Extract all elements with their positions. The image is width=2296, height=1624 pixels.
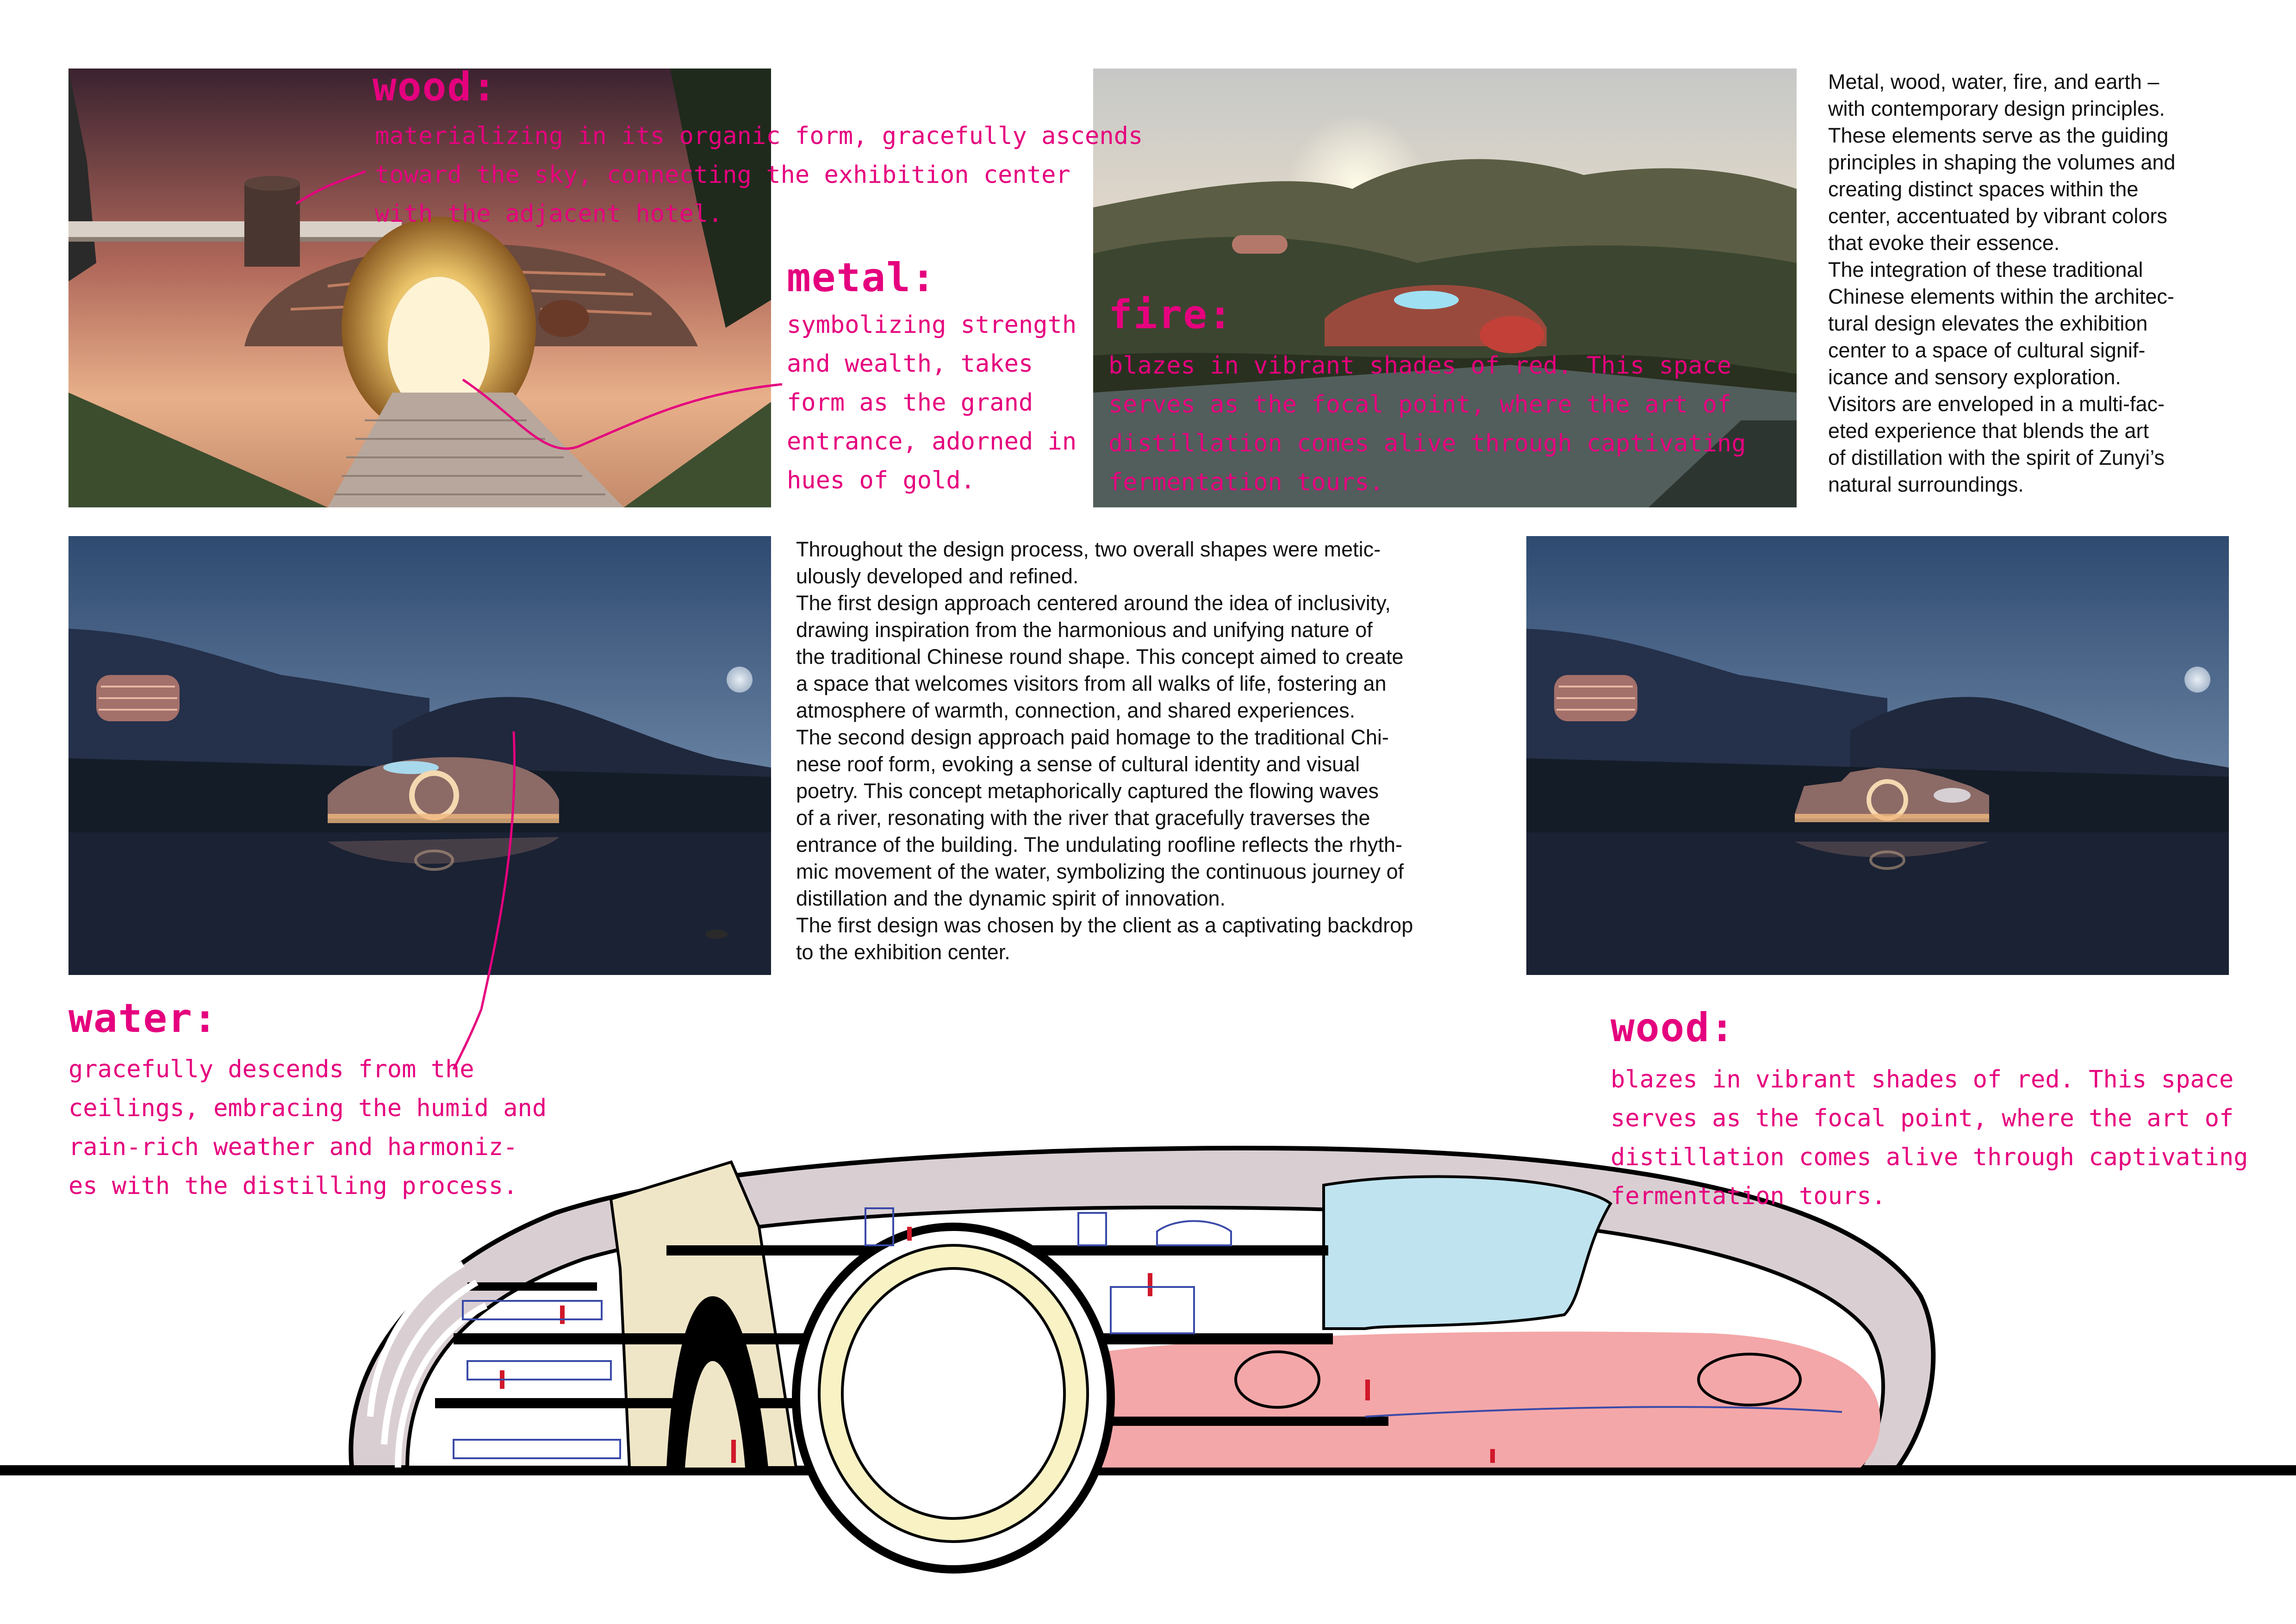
paragraph-line: the traditional Chinese round shape. This concept aimed to create [796,645,1404,668]
metal-description [787,306,1076,500]
paragraph-line: nese roof form, evoking a sense of cultural identity and visual [796,752,1360,776]
wood-bottom-line: fermentation tours. [1611,1182,1886,1210]
water-line: rain-rich weather and harmoniz- [68,1133,518,1161]
fire-title: fire: [1108,292,1233,338]
metal-line: form as the grand [787,389,1033,417]
metal-line: symbolizing strength [787,311,1077,339]
paragraph-line: mic movement of the water, symbolizing the continuous journey of [796,860,1404,883]
paragraph-line: The first design approach centered around the idea of inclusivity, [796,591,1391,615]
paragraph-line: entrance of the building. The undulating roofline reflects the rhyth- [796,833,1402,856]
water-line: es with the distilling process. [68,1172,518,1200]
paragraph-line: The second design approach paid homage to the traditional Chi- [796,725,1389,749]
paragraph-line: Throughout the design process, two overall shapes were metic- [796,537,1381,561]
wood-top-line: materializing in its organic form, gracefully ascends [375,122,1143,150]
water-line: gracefully descends from the [68,1056,474,1083]
paragraph-line: These elements serve as the guiding [1828,124,2169,147]
paragraph-line: tural design elevates the exhibition [1828,312,2148,335]
paragraph-line: Visitors are enveloped in a multi-fac- [1828,392,2165,416]
design-process-paragraph [796,536,1518,966]
metal-title: metal: [787,255,936,301]
paragraph-line: drawing inspiration from the harmonious and unifying nature of [796,618,1373,642]
paragraph-line: The first design was chosen by the client as a captivating backdrop [796,913,1413,937]
paragraph-line: icance and sensory exploration. [1828,365,2121,389]
paragraph-line: distillation and the dynamic spirit of innovation. [796,887,1226,910]
paragraph-line: principles in shaping the volumes and [1828,150,2176,174]
paragraph-line: ulously developed and refined. [796,564,1079,588]
paragraph-line: a space that welcomes visitors from all walks of life, fostering an [796,672,1387,695]
paragraph-line: center to a space of cultural signif- [1828,338,2146,362]
metal-line: and wealth, takes [787,350,1033,378]
wood-top-line: with the adjacent hotel. [375,200,723,228]
fire-line: blazes in vibrant shades of red. This space [1108,352,1732,380]
paragraph-line: eted experience that blends the art [1828,419,2149,443]
wood-top-title: wood: [373,64,497,110]
paragraph-line: atmosphere of warmth, connection, and shared experiences. [796,699,1356,722]
water-description [68,1050,547,1206]
metal-line: entrance, adorned in [787,428,1077,456]
fire-line: fermentation tours. [1108,468,1384,496]
wood-top-description [375,117,1143,233]
wood-bottom-title: wood: [1611,1005,1735,1051]
wood-bottom-line: blazes in vibrant shades of red. This space [1611,1066,2234,1093]
night-render-left-photo [68,536,771,975]
paragraph-line: center, accentuated by vibrant colors [1828,204,2167,228]
paragraph-line: poetry. This concept metaphorically captured the flowing waves [796,779,1379,803]
paragraph-line: Metal, wood, water, fire, and earth – [1828,70,2159,94]
fire-line: serves as the focal point, where the art of [1108,391,1732,418]
paragraph-line: The integration of these traditional [1828,258,2143,281]
night-render-right-photo [1526,536,2229,975]
paragraph-line: to the exhibition center. [796,940,1010,964]
paragraph-line: of a river, resonating with the river that gracefully traverses the [796,806,1370,830]
paragraph-line: of distillation with the spirit of Zunyi’s [1828,446,2165,469]
paragraph-line: with contemporary design principles. [1828,97,2165,120]
water-title: water: [68,995,218,1042]
wood-bottom-line: serves as the focal point, where the art of [1611,1105,2234,1132]
wood-bottom-line: distillation comes alive through captivating [1611,1143,2248,1171]
paragraph-line: that evoke their essence. [1828,231,2060,255]
elements-description-paragraph [1828,69,2254,498]
paragraph-line: creating distinct spaces within the [1828,177,2139,201]
fire-line: distillation comes alive through captivating [1108,430,1746,457]
wood-bottom-description [1611,1060,2248,1216]
paragraph-line: natural surroundings. [1828,473,2024,496]
fire-description [1108,346,1746,502]
wood-top-line: toward the sky, connecting the exhibition center [375,161,1070,189]
paragraph-line: Chinese elements within the architec- [1828,285,2174,308]
metal-line: hues of gold. [787,467,975,494]
water-line: ceilings, embracing the humid and [68,1094,547,1122]
